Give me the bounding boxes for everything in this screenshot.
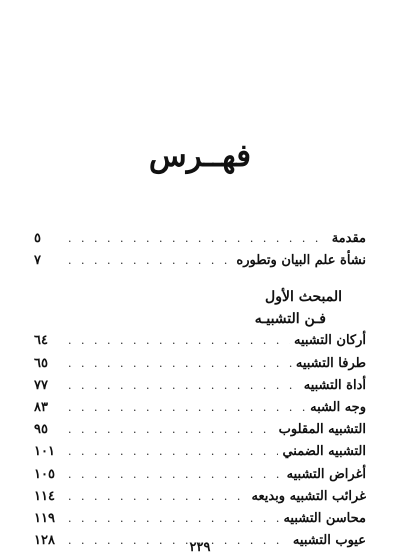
dot-leader [68, 441, 278, 463]
toc-entry-page-number: ٦٤ [34, 333, 48, 349]
toc-entry[interactable] [34, 464, 366, 486]
toc-entry-origin[interactable] [34, 250, 366, 272]
toc-entry-title: أداة التشبيه [303, 377, 366, 393]
toc-entry-title: طرفا التشبيه [295, 355, 366, 371]
toc-entry-page-number: ١١٩ [34, 510, 55, 526]
toc-entry[interactable] [34, 508, 366, 530]
toc-entry-page-number: ٧٧ [34, 377, 48, 393]
toc-entry[interactable] [34, 397, 366, 419]
dot-leader [68, 228, 328, 250]
dot-leader [68, 353, 292, 375]
toc-entry-title: التشبيه المقلوب [278, 422, 366, 438]
dot-leader [68, 419, 275, 441]
toc-entry-page-number: ٧ [34, 253, 41, 269]
page-title: فهــرس [148, 138, 252, 174]
toc-entry-page-number: ٨٣ [34, 399, 48, 415]
toc-entry-title: مقدمة [331, 231, 366, 246]
dot-leader [68, 250, 232, 272]
page-number-footer: ٢٢٩ [189, 540, 211, 555]
toc-entry-title: عيوب التشبيه [292, 533, 366, 549]
toc-entry[interactable] [34, 330, 366, 352]
toc-entry-title: التشبيه الضمني [282, 444, 366, 460]
table-of-contents [34, 228, 366, 552]
toc-entry-page-number: ٩٥ [34, 422, 48, 438]
section-heading: المبحث الأول [265, 289, 342, 306]
section-subheading: فـن التشبيـه [254, 311, 326, 328]
toc-entry[interactable] [34, 419, 366, 441]
dot-leader [68, 464, 283, 486]
toc-entry[interactable] [34, 486, 366, 508]
toc-entry-page-number: ١٠١ [34, 444, 55, 460]
toc-entry[interactable] [34, 441, 366, 463]
toc-entry[interactable] [34, 375, 366, 397]
toc-entry-title: نشأة علم البيان وتطوره [236, 253, 366, 269]
dot-leader [68, 397, 306, 419]
toc-entry-title: أغراض التشبيه [286, 466, 366, 482]
toc-entry-title: وجه الشبه [310, 399, 366, 415]
dot-leader [68, 375, 300, 397]
toc-entry-page-number: ٦٥ [34, 355, 48, 371]
toc-entry-page-number: ٥ [34, 231, 41, 246]
toc-entry-page-number: ١٢٨ [34, 533, 55, 549]
dot-leader [68, 486, 247, 508]
section-spacer [34, 272, 366, 287]
toc-entry-title: أركان التشبيه [293, 333, 366, 349]
dot-leader [68, 330, 290, 352]
toc-entry-title: غرائب التشبيه وبديعه [251, 488, 366, 504]
toc-entry-introduction[interactable] [34, 228, 366, 250]
toc-entry-page-number: ١٠٥ [34, 466, 55, 482]
dot-leader [68, 508, 279, 530]
toc-entry-title: محاسن التشبيه [283, 510, 366, 526]
toc-entry[interactable] [34, 353, 366, 375]
toc-entry-page-number: ١١٤ [34, 488, 55, 504]
